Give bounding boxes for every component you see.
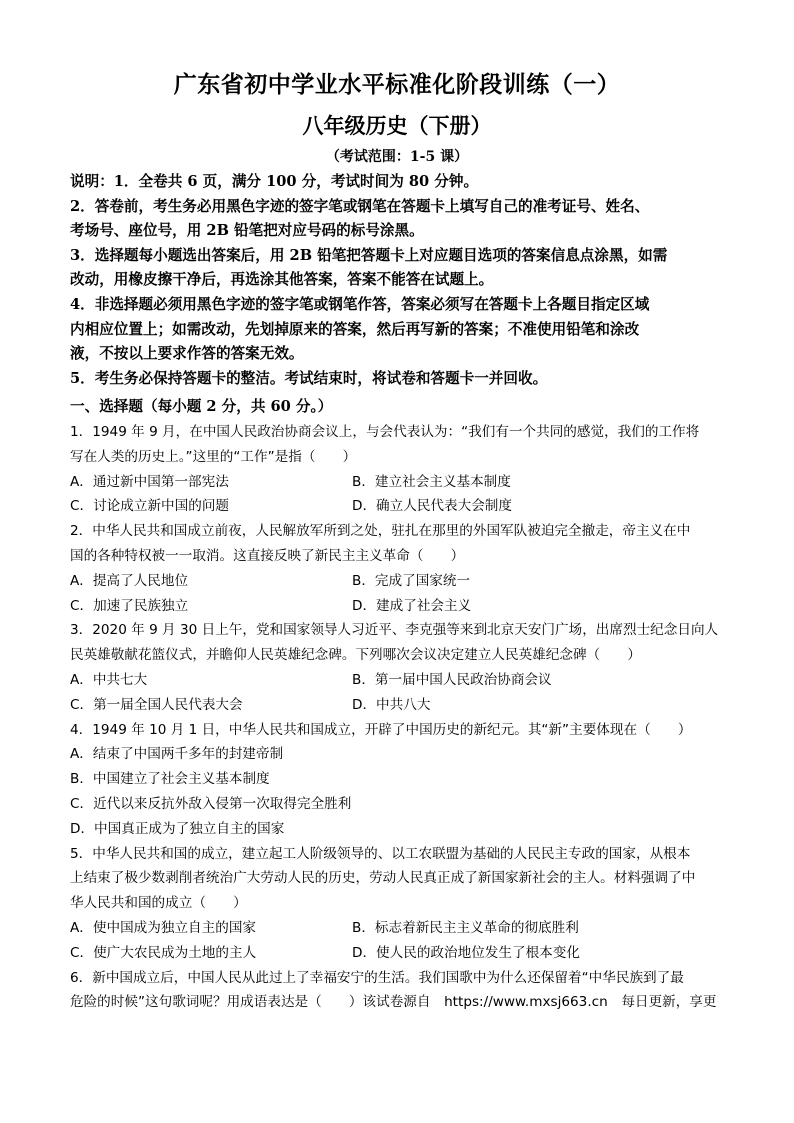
- option-d: D．确立人民代表大会制度: [352, 498, 512, 515]
- exam-scope: （考试范围：1-5 课）: [325, 149, 469, 165]
- question-1: [70, 420, 730, 519]
- instruction-line: 2．答卷前，考生务必用黑色字迹的签字笔或钢笔在答题卡上填写自己的准考证号、姓名、: [70, 197, 650, 215]
- option-c: C．第一届全国人民代表大会: [70, 696, 243, 713]
- question-list: [70, 420, 730, 1015]
- question-stem: 华人民共和国的成立（ ）: [70, 895, 247, 912]
- section-title: 一、选择题（每小题 2 分，共 60 分。）: [70, 398, 333, 415]
- option-a: A．通过新中国第一部宪法: [70, 473, 229, 490]
- question-stem: 4．1949 年 10 月 1 日，中华人民共和国成立，开辟了中国历史的新纪元。其“新”主要体现在（ ）: [70, 721, 692, 738]
- option-a: A．中共七大: [70, 671, 148, 688]
- option-b: B．建立社会主义基本制度: [352, 473, 511, 490]
- instruction-line: 考场号、座位号，用 2B 铅笔把对应号码的标号涂黑。: [70, 222, 424, 240]
- question-stem: 2．中华人民共和国成立前夜，人民解放军所到之处，驻扎在那里的外国军队被迫完全撤走，帝主义在中: [70, 523, 691, 540]
- question-stem: 国的各种特权被一一取消。这直接反映了新民主主义革命（ ）: [70, 547, 465, 564]
- question-6: [70, 966, 730, 1016]
- instruction-line: 改动，用橡皮擦干净后，再选涂其他答案，答案不能答在试题上。: [70, 271, 494, 289]
- question-stem: 写在人类的历史上。”这里的“工作”是指（ ）: [70, 448, 357, 465]
- question-stem: 1．1949 年 9 月，在中国人民政治协商会议上，与会代表认为：“我们有一个共同的感觉，我们的工作将: [70, 424, 700, 440]
- question-stem: 3．2020 年 9 月 30 日上午，党和国家领导人习近平、李克强等来到北京天安门广场，出席烈士纪念日向人: [70, 622, 719, 639]
- question-stem: 6．新中国成立后，中国人民从此过上了幸福安宁的生活。我们国歌中为什么还保留着“中华民族到了最: [70, 969, 684, 986]
- question-2: [70, 519, 730, 618]
- option-d: D．中共八大: [352, 696, 431, 713]
- question-3: [70, 618, 730, 717]
- question-stem: 上结束了极少数剥削者统治广大劳动人民的历史，劳动人民真正成了新国家新社会的主人。材料强调了中: [70, 870, 696, 887]
- instruction-line: 液，不按以上要求作答的答案无效。: [70, 345, 304, 363]
- option-d: D．中国真正成为了独立自主的国家: [70, 820, 285, 837]
- exam-subtitle: 八年级历史（下册）: [302, 113, 492, 138]
- instructions: [70, 170, 730, 391]
- option-c: C．讨论成立新中国的问题: [70, 498, 230, 515]
- option-c: C．近代以来反抗外敌入侵第一次取得完全胜利: [70, 795, 352, 812]
- option-b: B．第一届中国人民政治协商会议: [352, 671, 552, 688]
- question-4: [70, 718, 730, 842]
- option-b: B．标志着新民主主义革命的彻底胜利: [352, 919, 579, 936]
- instruction-line: 5．考生务必保持答题卡的整洁。考试结束时，将试卷和答题卡一并回收。: [70, 369, 548, 387]
- exam-title: 广东省初中学业水平标准化阶段训练（一）: [173, 71, 621, 98]
- instruction-line: 说明：1．全卷共 6 页，满分 100 分，考试时间为 80 分钟。: [70, 173, 479, 190]
- instruction-line: 内相应位置上；如需改动，先划掉原来的答案，然后再写新的答案；不准使用铅笔和涂改: [70, 320, 640, 338]
- question-stem: 5．中华人民共和国的成立，建立起工人阶级领导的、以工农联盟为基础的人民民主专政的国家，从根本: [70, 845, 691, 862]
- option-b: B．中国建立了社会主义基本制度: [70, 771, 270, 788]
- instruction-line: 4．非选择题必须用黑色字迹的签字笔或钢笔作答，答案必须写在答题卡上各题目指定区域: [70, 295, 650, 313]
- option-a: A．提高了人民地位: [70, 572, 189, 589]
- option-d: D．使人民的政治地位发生了根本变化: [352, 944, 580, 961]
- option-c: C．使广大农民成为土地的主人: [70, 944, 257, 961]
- question-5: [70, 842, 730, 966]
- question-stem: 民英雄敬献花篮仪式，并瞻仰人民英雄纪念碑。下列哪次会议决定建立人民英雄纪念碑（ ）: [70, 647, 641, 664]
- option-a: A．结束了中国两千多年的封建帝制: [70, 746, 284, 763]
- option-d: D．建成了社会主义: [352, 597, 472, 614]
- option-b: B．完成了国家统一: [352, 572, 471, 589]
- option-a: A．使中国成为独立自主的国家: [70, 919, 257, 936]
- option-c: C．加速了民族独立: [70, 597, 189, 614]
- instruction-line: 3．选择题每小题选出答案后，用 2B 铅笔把答题卡上对应题目选项的答案信息点涂黑，如需: [70, 246, 668, 264]
- question-stem: 危险的时候”这句歌词呢？用成语表达是（ ）该试卷源自 https://www.mxsj663.cn 每日更新，享更: [70, 994, 717, 1011]
